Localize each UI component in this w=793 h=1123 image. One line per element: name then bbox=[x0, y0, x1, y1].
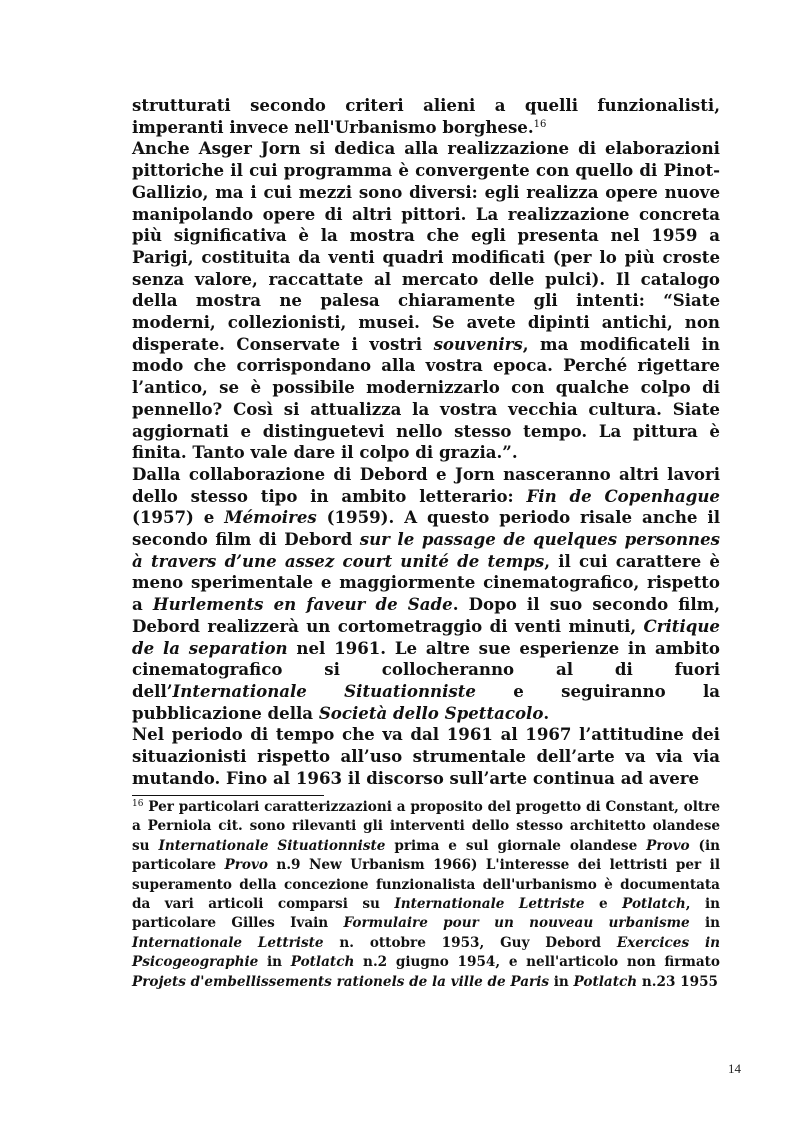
footnote-number: 16 bbox=[132, 799, 144, 809]
footnote-divider bbox=[132, 795, 324, 796]
body-text bbox=[132, 95, 720, 790]
page-number: 14 bbox=[728, 1061, 741, 1076]
paragraph-4: Nel periodo di tempo che va dal 1961 al 1967 l’attitudine dei situazionisti rispetto all’uso strumentale dell’arte va via via mutando. Fino al 1963 il discorso sull’arte continua ad avere bbox=[132, 724, 720, 788]
paragraph-3: Dalla collaborazione di Debord e Jorn nasceranno altri lavori dello stesso tipo in ambito letterario: Fin de Copenhague (1957) e Mémoires (1959). A questo periodo risale anche il secondo film di Debord sur le passage de quelques personnes à travers d’une assez court unité de temps, il cui carattere è meno sperimentale e maggiormente cinematografico, rispetto a Hurlements en faveur de Sade. Dopo il suo secondo film, Debord realizzerà un cortometraggio di venti minuti, Critique de la separation nel 1961. Le altre sue esperienze in ambito cinematografico si collocheranno al di fuori dell’Internationale Situationniste e seguiranno la pubblicazione della Società dello Spettacolo. bbox=[132, 463, 721, 723]
paragraph-1: strutturati secondo criteri alieni a quelli funzionalisti, imperanti invece nell'Urbanismo borghese.$^{16}$ bbox=[132, 95, 720, 137]
paragraph-2: Anche Asger Jorn si dedica alla realizzazione di elaborazioni pittoriche il cui programma è convergente con quello di Pinot-Gallizio, ma i cui mezzi sono diversi: egli realizza opere nuove manipolando opere di altri pittori. La realizzazione concreta più significativa è la mostra che egli presenta nel 1959 a Parigi, costituita da venti quadri modificati (per lo più croste senza valore, raccattate al mercato delle pulci). Il catalogo della mostra ne palesa chiaramente gli intenti: “Siate moderni, collezionisti, musei. Se avete dipinti antichi, non disperate. Conservate i vostri souvenirs, ma modificateli in modo che corrispondano alla vostra epoca. Perché rigettare l’antico, se è possibile modernizzarlo con qualche colpo di pennello? Così si attualizza la vostra vecchia cultura. Siate aggiornati e distinguetevi nello stesso tempo. La pittura è finita. Tanto vale dare il colpo di grazia.”. bbox=[132, 138, 720, 463]
footnote-ref[interactable]: 16 bbox=[533, 118, 547, 130]
footnote: $^{16}$ Per particolari caratterizzazioni a proposito del progetto di Constant, oltre a Perniola cit. sono rilevanti gli interventi dello stesso architetto olandese su Internationale Situationniste prima e sul giornale olandese Provo (in particolare Provo n.9 New Urbanism 1966) L'interesse dei lettristi per il superamento della concezione funzionalista dell'urbanismo è documentata da vari articoli comparsi su Internationale Lettriste e Potlatch, in particolare Gilles Ivain Formulaire pour un nouveau urbanisme in Internationale Lettriste n. ottobre 1953, Guy Debord Exercices in Psicogeographie in Potlatch n.2 giugno 1954, e nell'articolo non firmato Projets d'embellissements rationels de la ville de Paris in Potlatch n.23 1955 bbox=[132, 799, 721, 990]
